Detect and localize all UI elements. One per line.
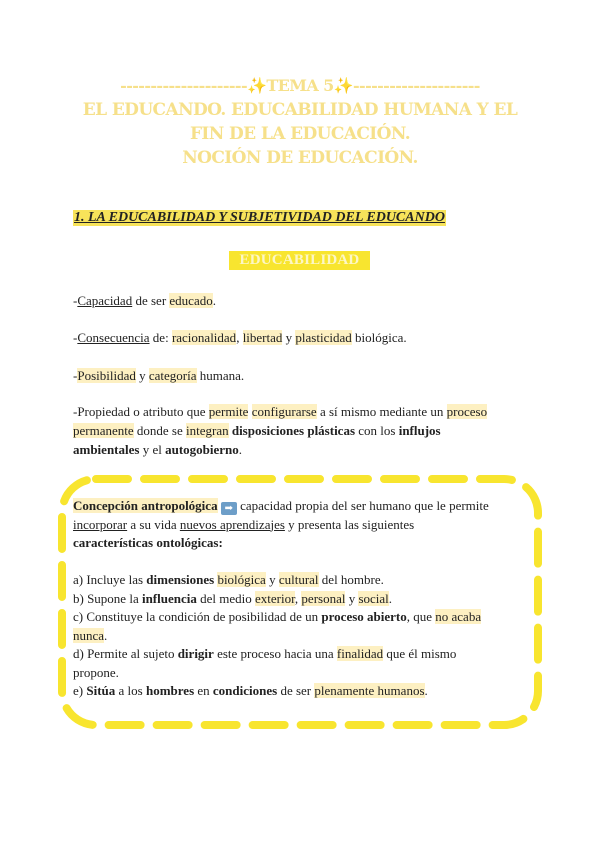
text: . [424, 683, 428, 698]
text: . [104, 627, 108, 643]
term-condiciones: condiciones [212, 683, 278, 698]
term-caracteristicas-ontologicas: características ontológicas: [73, 535, 223, 550]
text: de ser [277, 683, 315, 698]
title-line-3: FIN DE LA EDUCACIÓN. [189, 124, 411, 144]
term-permanente: permanente [73, 423, 134, 438]
text: - [73, 330, 78, 345]
term-consecuencia: Consecuencia [77, 330, 150, 345]
term-exterior: exterior [255, 590, 295, 606]
text: y [265, 572, 279, 587]
text: donde se [133, 423, 186, 438]
item-b [73, 590, 533, 609]
text: del hombre. [318, 572, 384, 587]
title-line-2: EL EDUCANDO. EDUCABILIDAD HUMANA Y EL [82, 100, 518, 120]
arrow-right-icon: ➡ [221, 502, 237, 515]
item-d [73, 645, 533, 682]
term-dirigir: dirigir [177, 646, 214, 661]
text: a los [115, 683, 146, 698]
text: e) [73, 683, 87, 698]
text: a) Incluye las [73, 572, 147, 587]
term-dimensiones: dimensiones [146, 572, 215, 587]
term-plasticidad: plasticidad [295, 330, 352, 345]
term-concepcion-antropologica: Concepción antropológica [73, 498, 218, 513]
section-heading: 1. LA EDUCABILIDAD Y SUBJETIVIDAD DEL EDUCANDO [74, 210, 445, 225]
term-personal: personal [301, 590, 346, 606]
term-integran: integran [186, 423, 229, 438]
text: , [294, 590, 302, 606]
term-influjos: influjos [398, 423, 441, 438]
concept-box [73, 497, 533, 701]
text: este proceso hacia una [213, 646, 337, 661]
term-situa: Sitúa [86, 683, 116, 698]
text: -Propiedad o atributo que [73, 404, 209, 419]
text: , [236, 330, 243, 345]
text: . [388, 590, 393, 606]
term-permite: permite [208, 404, 249, 419]
educabilidad-badge: EDUCABILIDAD [229, 251, 370, 270]
text: - [73, 293, 78, 308]
text: humana. [196, 368, 245, 383]
text: . [212, 293, 216, 308]
term-biologica: biológica [217, 572, 266, 587]
concept-line-1 [73, 497, 533, 516]
text: de: [149, 330, 172, 345]
term-racionalidad: racionalidad [171, 330, 237, 345]
text: del medio [196, 590, 256, 606]
text: y el [139, 442, 166, 457]
term-posibilidad: Posibilidad [77, 368, 136, 383]
text: capacidad propia del ser humano que le permite [236, 498, 489, 513]
term-capacidad: Capacidad [77, 293, 133, 308]
term-influencia: influencia [141, 590, 197, 606]
term-nunca: nunca [73, 627, 105, 643]
term-disposiciones-plasticas: disposiciones plásticas [231, 423, 356, 438]
item-c [73, 608, 533, 645]
term-autogobierno: autogobierno [165, 442, 239, 457]
text: con los [355, 423, 399, 438]
term-configurarse: configurarse [251, 404, 317, 419]
text: . [238, 442, 243, 457]
text: y [345, 590, 359, 606]
term-finalidad: finalidad [336, 646, 384, 661]
term-ambientales: ambientales [73, 442, 140, 457]
term-no-acaba: no acaba [435, 609, 482, 624]
term-libertad: libertad [242, 330, 283, 345]
text: que él mismo [383, 646, 457, 661]
concept-line-3 [73, 534, 533, 553]
text: en [194, 683, 213, 698]
text: y presenta las siguientes [284, 516, 415, 532]
text: b) Supone la [73, 590, 142, 606]
text: , que [406, 609, 436, 624]
term-proceso-abierto: proceso abierto [321, 609, 407, 624]
term-incorporar: incorporar [73, 516, 128, 532]
text: a sí mismo mediante un [316, 404, 447, 419]
term-hombres: hombres [145, 683, 195, 698]
term-social: social [358, 590, 389, 606]
spacer [73, 553, 533, 572]
text: y [135, 368, 149, 383]
term-plenamente-humanos: plenamente humanos [314, 683, 425, 698]
text: a su vida [127, 516, 180, 532]
title-divider: ---------------------✨TEMA 5✨--------------------- [120, 76, 480, 95]
text: propone. [73, 664, 119, 680]
term-categoria: categoría [148, 368, 197, 383]
text: - [73, 368, 78, 383]
concept-line-2 [73, 516, 533, 535]
item-e [73, 682, 533, 701]
text: de ser [132, 293, 170, 308]
text: c) Constituye la condición de posibilidad de un [73, 609, 322, 624]
text: y [282, 330, 296, 345]
term-proceso: proceso [446, 404, 488, 419]
title-line-4: NOCIÓN DE EDUCACIÓN. [182, 148, 418, 168]
item-a [73, 571, 533, 590]
term-cultural: cultural [278, 572, 319, 587]
text: biológica. [351, 330, 407, 345]
term-nuevos-aprendizajes: nuevos aprendizajes [179, 516, 285, 532]
text: d) Permite al sujeto [73, 646, 178, 661]
term-educado: educado [169, 293, 213, 308]
